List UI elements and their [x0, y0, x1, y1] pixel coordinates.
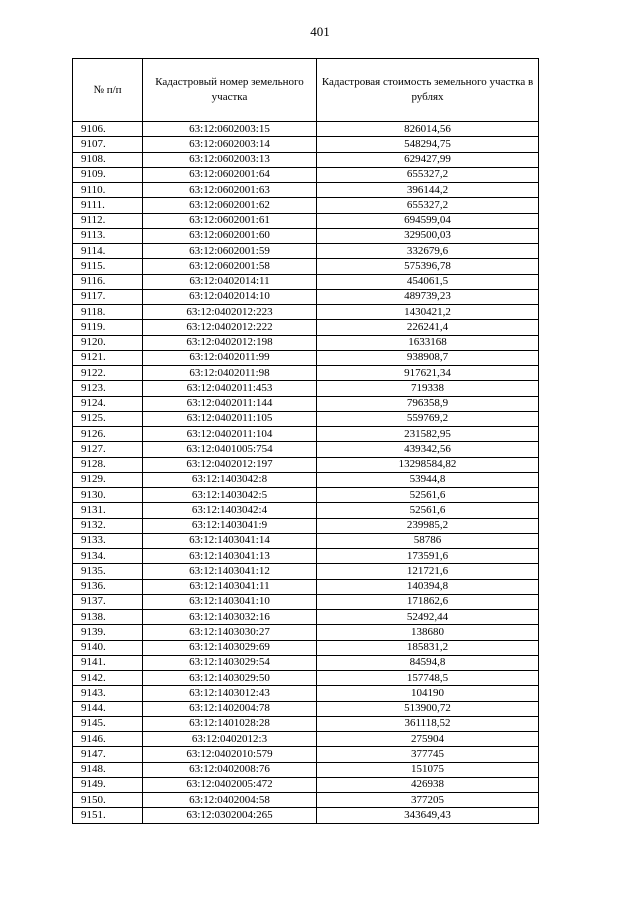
cadastral-value-cell: 454061,5 [317, 274, 539, 289]
row-number-cell: 9114. [73, 244, 143, 259]
table-row [73, 350, 539, 365]
row-number-cell: 9142. [73, 671, 143, 686]
cadastral-value-cell: 329500,03 [317, 228, 539, 243]
cadastral-number-cell: 63:12:0402011:105 [143, 411, 317, 426]
row-number-cell: 9137. [73, 594, 143, 609]
table-row [73, 732, 539, 747]
table-body [73, 122, 539, 824]
row-number-cell: 9112. [73, 213, 143, 228]
cadastral-value-cell: 173591,6 [317, 549, 539, 564]
cadastral-value-cell: 58786 [317, 533, 539, 548]
row-number-cell: 9135. [73, 564, 143, 579]
cadastral-value-cell: 489739,23 [317, 289, 539, 304]
cadastral-number-cell: 63:12:0402012:197 [143, 457, 317, 472]
cadastral-number-cell: 63:12:0402005:472 [143, 777, 317, 792]
cadastral-value-cell: 377205 [317, 793, 539, 808]
cadastral-value-cell: 52492,44 [317, 610, 539, 625]
table-header-row [73, 59, 539, 122]
cadastral-number-cell: 63:12:1403041:14 [143, 533, 317, 548]
row-number-cell: 9116. [73, 274, 143, 289]
cadastral-value-cell: 231582,95 [317, 427, 539, 442]
cadastral-value-cell: 104190 [317, 686, 539, 701]
table-row [73, 320, 539, 335]
row-number-cell: 9138. [73, 610, 143, 625]
cadastral-number-cell: 63:12:1403029:54 [143, 655, 317, 670]
table-row [73, 274, 539, 289]
cadastral-value-cell: 52561,6 [317, 488, 539, 503]
row-number-cell: 9110. [73, 183, 143, 198]
table-row [73, 533, 539, 548]
row-number-cell: 9141. [73, 655, 143, 670]
cadastral-value-cell: 629427,99 [317, 152, 539, 167]
cadastral-number-cell: 63:12:0602001:60 [143, 228, 317, 243]
cadastral-value-cell: 140394,8 [317, 579, 539, 594]
cadastral-number-cell: 63:12:0602001:61 [143, 213, 317, 228]
table-row [73, 777, 539, 792]
table-row [73, 747, 539, 762]
cadastral-number-cell: 63:12:0602001:64 [143, 167, 317, 182]
table-row [73, 457, 539, 472]
cadastral-value-cell: 719338 [317, 381, 539, 396]
cadastral-number-cell: 63:12:1403030:27 [143, 625, 317, 640]
row-number-cell: 9149. [73, 777, 143, 792]
table-row [73, 427, 539, 442]
cadastral-value-cell: 826014,56 [317, 122, 539, 137]
cadastral-number-cell: 63:12:0401005:754 [143, 442, 317, 457]
row-number-cell: 9139. [73, 625, 143, 640]
row-number-cell: 9144. [73, 701, 143, 716]
row-number-cell: 9127. [73, 442, 143, 457]
cadastral-value-cell: 157748,5 [317, 671, 539, 686]
cadastral-number-cell: 63:12:0602003:14 [143, 137, 317, 152]
cadastral-value-cell: 938908,7 [317, 350, 539, 365]
cadastral-value-cell: 53944,8 [317, 472, 539, 487]
table-row [73, 305, 539, 320]
cadastral-value-cell: 343649,43 [317, 808, 539, 823]
cadastral-number-cell: 63:12:1403042:8 [143, 472, 317, 487]
table-row [73, 610, 539, 625]
row-number-cell: 9148. [73, 762, 143, 777]
row-number-cell: 9107. [73, 137, 143, 152]
row-number-cell: 9113. [73, 228, 143, 243]
cadastral-number-cell: 63:12:1403012:43 [143, 686, 317, 701]
cadastral-number-cell: 63:12:0602001:62 [143, 198, 317, 213]
row-number-cell: 9106. [73, 122, 143, 137]
table-row [73, 701, 539, 716]
row-number-cell: 9128. [73, 457, 143, 472]
cadastral-value-cell: 361118,52 [317, 716, 539, 731]
row-number-cell: 9115. [73, 259, 143, 274]
cadastral-number-cell: 63:12:0402011:104 [143, 427, 317, 442]
table-row [73, 549, 539, 564]
cadastral-value-cell: 138680 [317, 625, 539, 640]
cadastral-number-cell: 63:12:0402011:98 [143, 366, 317, 381]
row-number-cell: 9146. [73, 732, 143, 747]
table-row [73, 579, 539, 594]
table-row [73, 442, 539, 457]
cadastral-number-cell: 63:12:1402004:78 [143, 701, 317, 716]
cadastral-value-cell: 559769,2 [317, 411, 539, 426]
cadastral-number-cell: 63:12:1403041:10 [143, 594, 317, 609]
table-row [73, 472, 539, 487]
cadastral-number-cell: 63:12:0402011:99 [143, 350, 317, 365]
row-number-cell: 9151. [73, 808, 143, 823]
cadastral-number-cell: 63:12:0402012:198 [143, 335, 317, 350]
table-row [73, 396, 539, 411]
row-number-cell: 9123. [73, 381, 143, 396]
row-number-cell: 9131. [73, 503, 143, 518]
table-row [73, 503, 539, 518]
page-number: 401 [310, 24, 330, 39]
row-number-cell: 9134. [73, 549, 143, 564]
table-row [73, 228, 539, 243]
cadastral-value-cell: 548294,75 [317, 137, 539, 152]
row-number-cell: 9126. [73, 427, 143, 442]
header-cadastral-number: Кадастровый номер земельного участка [143, 59, 317, 122]
cadastral-value-cell: 426938 [317, 777, 539, 792]
cadastral-value-cell: 575396,78 [317, 259, 539, 274]
cadastral-value-cell: 275904 [317, 732, 539, 747]
cadastral-number-cell: 63:12:1403041:12 [143, 564, 317, 579]
row-number-cell: 9132. [73, 518, 143, 533]
cadastral-value-cell: 694599,04 [317, 213, 539, 228]
row-number-cell: 9147. [73, 747, 143, 762]
table-row [73, 640, 539, 655]
cadastral-value-cell: 121721,6 [317, 564, 539, 579]
cadastral-number-cell: 63:12:1403041:11 [143, 579, 317, 594]
cadastral-value-cell: 185831,2 [317, 640, 539, 655]
cadastral-value-cell: 226241,4 [317, 320, 539, 335]
table-row [73, 655, 539, 670]
cadastral-value-cell: 52561,6 [317, 503, 539, 518]
table-row [73, 488, 539, 503]
table-row [73, 152, 539, 167]
cadastral-value-cell: 1430421,2 [317, 305, 539, 320]
table-row [73, 259, 539, 274]
table-row [73, 335, 539, 350]
cadastral-value-cell: 171862,6 [317, 594, 539, 609]
row-number-cell: 9122. [73, 366, 143, 381]
cadastral-value-cell: 84594,8 [317, 655, 539, 670]
cadastral-number-cell: 63:12:0602001:58 [143, 259, 317, 274]
cadastral-number-cell: 63:12:0302004:265 [143, 808, 317, 823]
row-number-cell: 9108. [73, 152, 143, 167]
cadastral-number-cell: 63:12:0402011:144 [143, 396, 317, 411]
row-number-cell: 9120. [73, 335, 143, 350]
row-number-cell: 9145. [73, 716, 143, 731]
row-number-cell: 9130. [73, 488, 143, 503]
table-row [73, 167, 539, 182]
header-cadastral-value: Кадастровая стоимость земельного участка в рублях [317, 59, 539, 122]
cadastral-number-cell: 63:12:0402012:3 [143, 732, 317, 747]
row-number-cell: 9121. [73, 350, 143, 365]
table-row [73, 198, 539, 213]
cadastral-number-cell: 63:12:0602003:15 [143, 122, 317, 137]
cadastral-value-cell: 655327,2 [317, 167, 539, 182]
cadastral-value-cell: 513900,72 [317, 701, 539, 716]
row-number-cell: 9150. [73, 793, 143, 808]
cadastral-value-cell: 655327,2 [317, 198, 539, 213]
cadastral-value-cell: 13298584,82 [317, 457, 539, 472]
table-row [73, 244, 539, 259]
cadastral-value-cell: 377745 [317, 747, 539, 762]
row-number-cell: 9117. [73, 289, 143, 304]
row-number-cell: 9129. [73, 472, 143, 487]
cadastral-number-cell: 63:12:1401028:28 [143, 716, 317, 731]
table-row [73, 793, 539, 808]
table-row [73, 686, 539, 701]
header-row-number: № п/п [73, 59, 143, 122]
cadastral-number-cell: 63:12:0402011:453 [143, 381, 317, 396]
cadastral-number-cell: 63:12:1403029:50 [143, 671, 317, 686]
cadastral-value-table [72, 58, 539, 824]
row-number-cell: 9140. [73, 640, 143, 655]
cadastral-number-cell: 63:12:1403042:5 [143, 488, 317, 503]
row-number-cell: 9118. [73, 305, 143, 320]
row-number-cell: 9136. [73, 579, 143, 594]
table-row [73, 366, 539, 381]
table-row [73, 594, 539, 609]
cadastral-number-cell: 63:12:0402012:222 [143, 320, 317, 335]
row-number-cell: 9119. [73, 320, 143, 335]
cadastral-number-cell: 63:12:0602001:59 [143, 244, 317, 259]
table-row [73, 213, 539, 228]
cadastral-number-cell: 63:12:0402010:579 [143, 747, 317, 762]
table-row [73, 762, 539, 777]
cadastral-number-cell: 63:12:1403041:9 [143, 518, 317, 533]
cadastral-number-cell: 63:12:0602001:63 [143, 183, 317, 198]
table-row [73, 411, 539, 426]
cadastral-number-cell: 63:12:1403032:16 [143, 610, 317, 625]
cadastral-number-cell: 63:12:1403029:69 [143, 640, 317, 655]
table-row [73, 137, 539, 152]
cadastral-number-cell: 63:12:0402008:76 [143, 762, 317, 777]
cadastral-value-cell: 917621,34 [317, 366, 539, 381]
table-row [73, 671, 539, 686]
row-number-cell: 9111. [73, 198, 143, 213]
table-row [73, 122, 539, 137]
cadastral-value-cell: 239985,2 [317, 518, 539, 533]
table-row [73, 289, 539, 304]
table-row [73, 808, 539, 823]
cadastral-value-cell: 796358,9 [317, 396, 539, 411]
table-row [73, 716, 539, 731]
cadastral-value-cell: 1633168 [317, 335, 539, 350]
cadastral-value-cell: 439342,56 [317, 442, 539, 457]
row-number-cell: 9109. [73, 167, 143, 182]
cadastral-number-cell: 63:12:0602003:13 [143, 152, 317, 167]
cadastral-number-cell: 63:12:1403041:13 [143, 549, 317, 564]
cadastral-number-cell: 63:12:0402014:11 [143, 274, 317, 289]
table-row [73, 381, 539, 396]
row-number-cell: 9124. [73, 396, 143, 411]
table-row [73, 518, 539, 533]
table-row [73, 564, 539, 579]
cadastral-number-cell: 63:12:0402014:10 [143, 289, 317, 304]
table-row [73, 625, 539, 640]
cadastral-number-cell: 63:12:1403042:4 [143, 503, 317, 518]
cadastral-value-cell: 396144,2 [317, 183, 539, 198]
cadastral-value-cell: 151075 [317, 762, 539, 777]
row-number-cell: 9133. [73, 533, 143, 548]
row-number-cell: 9125. [73, 411, 143, 426]
table-row [73, 183, 539, 198]
cadastral-number-cell: 63:12:0402004:58 [143, 793, 317, 808]
row-number-cell: 9143. [73, 686, 143, 701]
cadastral-number-cell: 63:12:0402012:223 [143, 305, 317, 320]
cadastral-value-cell: 332679,6 [317, 244, 539, 259]
